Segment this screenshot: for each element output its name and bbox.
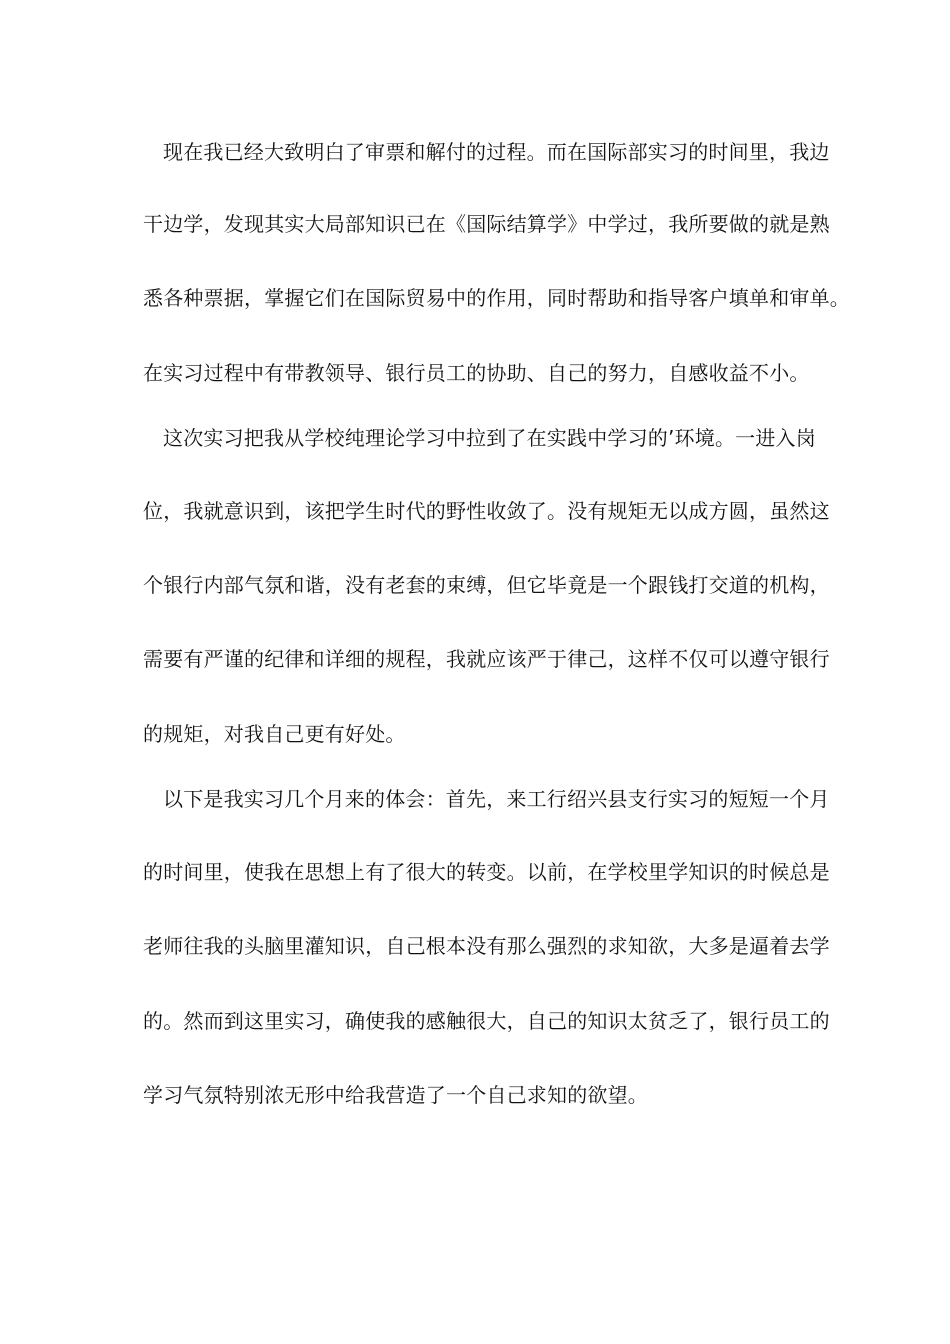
paragraph-1-line-1: 现在我已经大致明白了审票和解付的过程。而在国际部实习的时间里，我边	[163, 140, 830, 164]
paragraph-2-line-3: 个银行内部气氛和谐，没有老套的束缚，但它毕竟是一个跟钱打交道的机构，	[143, 573, 830, 597]
paragraph-3-line-5: 学习气氛特别浓无形中给我营造了一个自己求知的欲望。	[143, 1083, 648, 1107]
paragraph-2-line-4: 需要有严谨的纪律和详细的规程，我就应该严于律己，这样不仅可以遵守银行	[143, 647, 830, 671]
paragraph-3-line-4: 的。然而到这里实习，确使我的感触很大，自己的知识太贫乏了，银行员工的	[143, 1009, 830, 1033]
paragraph-2-line-2: 位，我就意识到，该把学生时代的野性收敛了。没有规矩无以成方圆，虽然这	[143, 499, 830, 523]
paragraph-1-line-2: 干边学，发现其实大局部知识已在《国际结算学》中学过，我所要做的就是熟	[143, 212, 830, 236]
paragraph-2-line-1: 这次实习把我从学校纯理论学习中拉到了在实践中学习的’环境。一进入岗	[163, 426, 816, 450]
paragraph-1-line-4: 在实习过程中有带教领导、银行员工的协助、自己的努力，自感收益不小。	[143, 361, 810, 385]
paragraph-3-line-2: 的时间里，使我在思想上有了很大的转变。以前，在学校里学知识的时候总是	[143, 860, 830, 884]
paragraph-1-line-3: 悉各种票据，掌握它们在国际贸易中的作用，同时帮助和指导客户填单和审单。	[143, 286, 850, 310]
paragraph-2-line-5: 的规矩，对我自己更有好处。	[143, 722, 406, 746]
paragraph-3-line-1: 以下是我实习几个月来的体会：首先，来工行绍兴县支行实习的短短一个月	[163, 787, 830, 811]
paragraph-3-line-3: 老师往我的头脑里灌知识，自己根本没有那么强烈的求知欲，大多是逼着去学	[143, 934, 830, 958]
